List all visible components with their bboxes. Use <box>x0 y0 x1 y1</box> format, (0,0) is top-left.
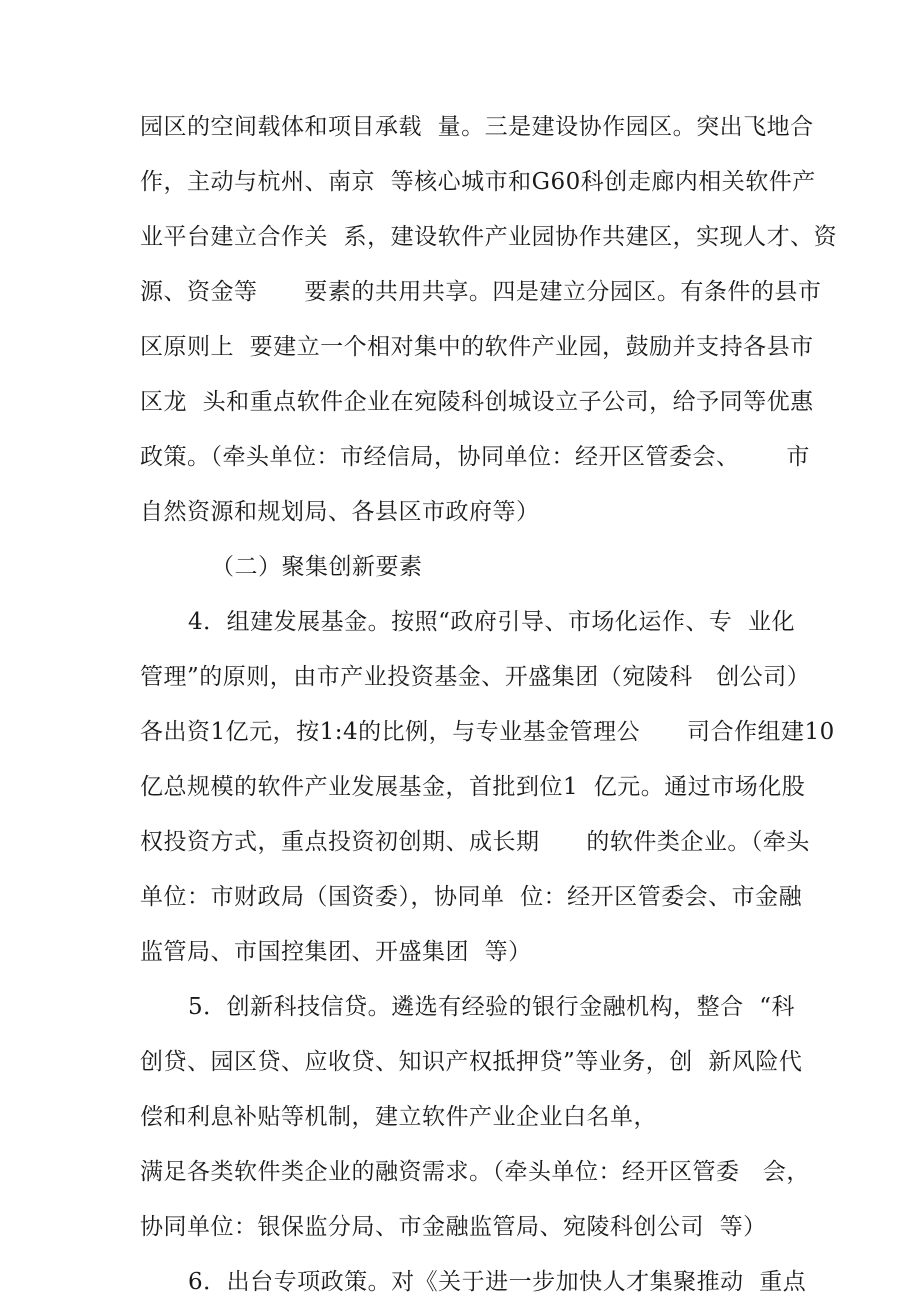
paragraph-start: 4．组建发展基金。按照“政府引导、市场化运作、专 业化 <box>188 609 796 635</box>
text-line: 各出资1亿元，按1:4的比例，与专业基金管理公 司合作组建10 <box>140 719 835 745</box>
text-line: 管理”的原则，由市产业投资基金、开盛集团（宛陵科 创公司） <box>140 664 811 690</box>
text-line: 政策。（牵头单位：市经信局，协同单位：经开区管委会、 市 <box>140 444 810 470</box>
section-heading: （二）聚集创新要素 <box>211 554 423 580</box>
text-line: 区龙 头和重点软件企业在宛陵科创城设立子公司，给予同等优惠 <box>140 389 814 415</box>
text-line: 监管局、市国控集团、开盛集团 等） <box>140 939 532 965</box>
text-line: 亿总规模的软件产业发展基金，首批到位1 亿元。通过市场化股 <box>140 774 806 800</box>
text-line: 业平台建立合作关 系，建设软件产业园协作共建区，实现人才、资 <box>140 224 838 250</box>
text-line: 作，主动与杭州、南京 等核心城市和G60科创走廊内相关软件产 <box>140 169 816 195</box>
paragraph-start: 6．出台专项政策。对《关于进一步加快人才集聚推动 重点 <box>188 1269 807 1295</box>
text-line: 自然资源和规划局、各县区市政府等） <box>140 499 540 525</box>
text-line: 偿和利息补贴等机制，建立软件产业企业白名单， <box>140 1104 657 1130</box>
text-line: 创贷、园区贷、应收贷、知识产权抵押贷”等业务，创 新风险代 <box>140 1049 803 1075</box>
text-line: 权投资方式，重点投资初创期、成长期 的软件类企业。（牵头 <box>140 829 810 855</box>
text-line: 源、资金等 要素的共用共享。四是建立分园区。有条件的县市 <box>140 279 822 305</box>
text-line: 区原则上 要建立一个相对集中的软件产业园，鼓励并支持各县市 <box>140 334 814 360</box>
paragraph-start: 5．创新科技信贷。遴选有经验的银行金融机构，整合 “科 <box>188 994 796 1020</box>
text-line: 园区的空间载体和项目承载 量。三是建设协作园区。突出飞地合 <box>140 114 814 140</box>
text-line: 协同单位：银保监分局、市金融监管局、宛陵科创公司 等） <box>140 1214 767 1240</box>
text-line: 满足各类软件类企业的融资需求。（牵头单位：经开区管委 会， <box>140 1159 810 1185</box>
text-line: 单位：市财政局（国资委），协同单 位：经开区管委会、市金融 <box>140 884 803 910</box>
